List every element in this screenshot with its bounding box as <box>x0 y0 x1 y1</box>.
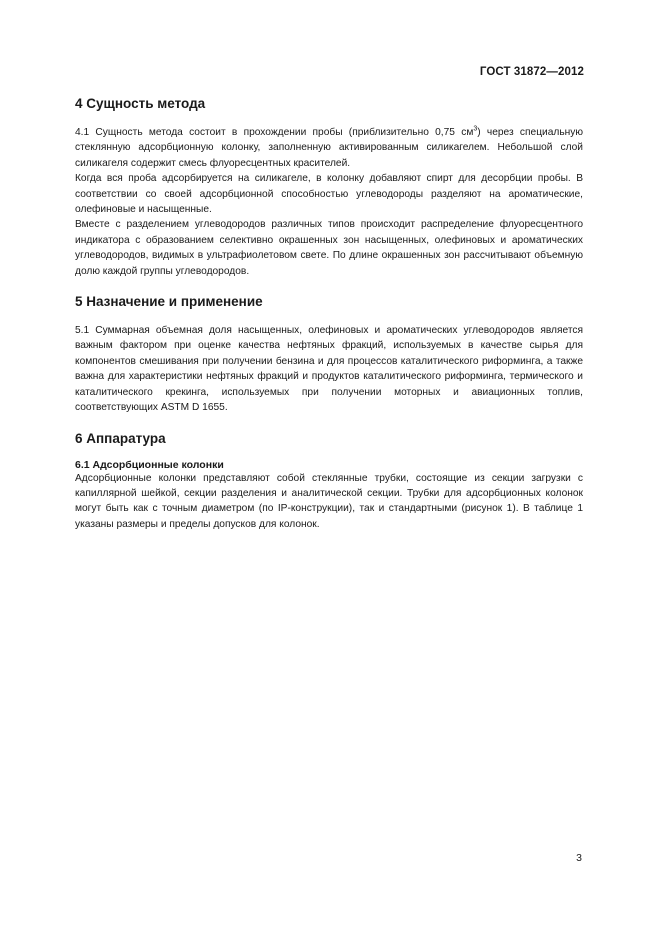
document-body <box>75 96 583 532</box>
section-4-paragraph-3: Вместе с разделением углеводородов различных типов происходит распределение флуоресцентного индикатора с образованием селективно окрашенных зон насыщенных, олефиновых и ароматических углеводородов, видимых в ультрафиолетовом свете. По длине окрашенных зон рассчитывают объемную долю каждой группы углеводородов. <box>75 219 583 277</box>
paragraph-text: 4.1 Сущность метода состоит в прохождении пробы (приблизительно 0,75 см <box>75 127 474 138</box>
section-4-paragraph-1 <box>75 125 583 171</box>
document-code: ГОСТ 31872—2012 <box>479 66 584 78</box>
subsection-6-1-title: 6.1 Адсорбционные колонки <box>75 458 224 471</box>
section-6-paragraph-1: Адсорбционные колонки представляют собой стеклянные трубки, состоящие из секции загрузки с капиллярной шейкой, секции разделения и аналитической секции. Трубки для адсорбционных колонок могут быть как с точным диаметром (по IP-конструкции), так и стандартными (рисунок 1). В таблице 1 указаны размеры и пределы допусков для колонок. <box>75 472 583 530</box>
section-5-paragraph-1: 5.1 Суммарная объемная доля насыщенных, олефиновых и ароматических углеводородов является важным фактором при оценке качества нефтяных фракций, используемых в качестве сырья для компонентов смешивания при получении бензина и для процессов каталитического риформинга, а также важна для характеристики нефтяных фракций и продуктов каталитического риформинга, термического и каталитического крекинга, используемых при получении моторных и авиационных топлив, соответствующих ASTM D 1655. <box>75 325 583 414</box>
paragraph-text: ) через специальную стеклянную адсорбционную колонку, заполненную активированным силикагелем. Небольшой слой силикагеля содержит смесь флуоресцентных красителей. <box>75 127 584 169</box>
section-4-title: 4 Сущность метода <box>75 96 206 111</box>
page-number: 3 <box>576 852 582 864</box>
section-6-title: 6 Аппаратура <box>75 430 166 446</box>
superscript: 3 <box>473 125 478 133</box>
section-4-paragraph-2: Когда вся проба адсорбируется на силикагеле, в колонку добавляют спирт для десорбции пробы. В соответствии со своей адсорбционной способностью углеводороды разделяют на ароматические, олефиновые и насыщенные. <box>75 173 583 216</box>
section-5-title: 5 Назначение и применение <box>75 294 263 310</box>
